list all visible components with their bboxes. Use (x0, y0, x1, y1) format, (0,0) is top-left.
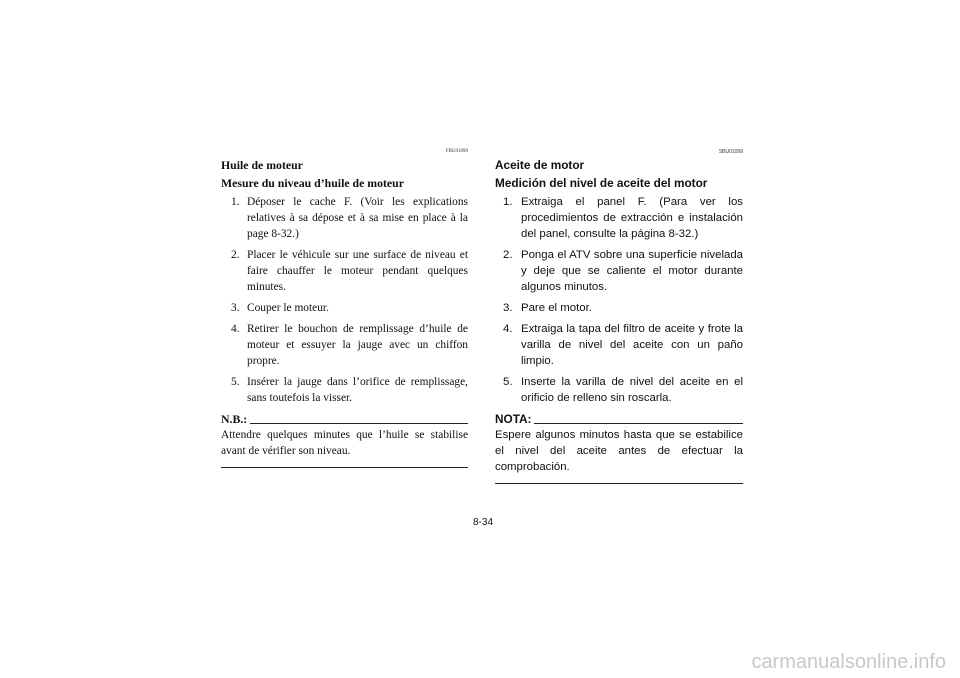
note-header (221, 411, 468, 427)
note-rule (250, 423, 468, 424)
list-item (221, 194, 468, 242)
step-number: 3. (231, 302, 240, 314)
step-text: Extraiga el panel F. (Para ver los procedimientos de extracción e instalación del panel, consulte la página 8-32.) (521, 196, 743, 240)
note-label: NOTA: (495, 412, 532, 426)
list-item (221, 300, 468, 316)
step-text: Retirer le bouchon de remplissage d’huile de moteur et essuyer la jauge avec un chiffon propre. (247, 323, 468, 367)
list-item (495, 194, 743, 242)
step-text: Déposer le cache F. (Voir les explications relatives à sa dépose et à sa mise en place à la page 8-32.) (247, 196, 468, 240)
note-header (495, 411, 743, 427)
step-number: 3. (503, 302, 513, 314)
section-subtitle: Mesure du niveau d’huile de moteur (221, 176, 404, 190)
note-label: N.B.: (221, 412, 248, 426)
step-text: Ponga el ATV sobre una superficie nivelada y deje que se caliente el motor durante algunos minutos. (521, 249, 743, 293)
note-end-rule (495, 483, 743, 484)
step-number: 4. (503, 323, 513, 335)
step-number: 4. (231, 323, 240, 335)
step-number: 5. (231, 376, 240, 388)
page-number: 8-34 (472, 517, 493, 528)
note-rule (534, 423, 743, 424)
step-number: 5. (503, 376, 513, 388)
steps-list (495, 194, 743, 406)
note-text: Attendre quelques minutes que l’huile se stabilise avant de vérifier son niveau. (221, 429, 468, 457)
list-item (221, 321, 468, 369)
step-number: 2. (503, 249, 513, 261)
list-item (495, 247, 743, 295)
section-code: SBU01099 (718, 149, 743, 155)
list-item (495, 321, 743, 369)
step-text: Placer le véhicule sur une surface de niveau et faire chauffer le moteur pendant quelques minutes. (247, 249, 468, 293)
step-text: Extraiga la tapa del filtro de aceite y frote la varilla de nivel del aceite con un paño limpio. (521, 323, 743, 367)
section-subtitle: Medición del nivel de aceite del motor (495, 176, 708, 190)
spanish-column (495, 148, 743, 484)
step-number: 1. (231, 196, 240, 208)
list-item (221, 247, 468, 295)
step-number: 1. (503, 196, 513, 208)
note-text: Espere algunos minutos hasta que se estabilice el nivel del aceite antes de efectuar la comprobación. (495, 429, 743, 473)
section-title: Aceite de motor (495, 158, 585, 172)
steps-list (221, 194, 468, 406)
note-end-rule (221, 467, 468, 468)
step-text: Inserte la varilla de nivel del aceite en el orificio de relleno sin roscarla. (521, 376, 743, 404)
list-item (495, 374, 743, 406)
list-item (495, 300, 743, 316)
step-number: 2. (231, 249, 240, 261)
section-code: FBU01099 (445, 149, 468, 154)
french-column (221, 148, 468, 468)
watermark: carmanualsonline.info (751, 651, 946, 673)
step-text: Insérer la jauge dans l’orifice de remplissage, sans toutefois la visser. (247, 376, 468, 404)
step-text: Couper le moteur. (247, 302, 329, 314)
section-title: Huile de moteur (221, 158, 303, 172)
list-item (221, 374, 468, 406)
step-text: Pare el motor. (521, 302, 592, 314)
